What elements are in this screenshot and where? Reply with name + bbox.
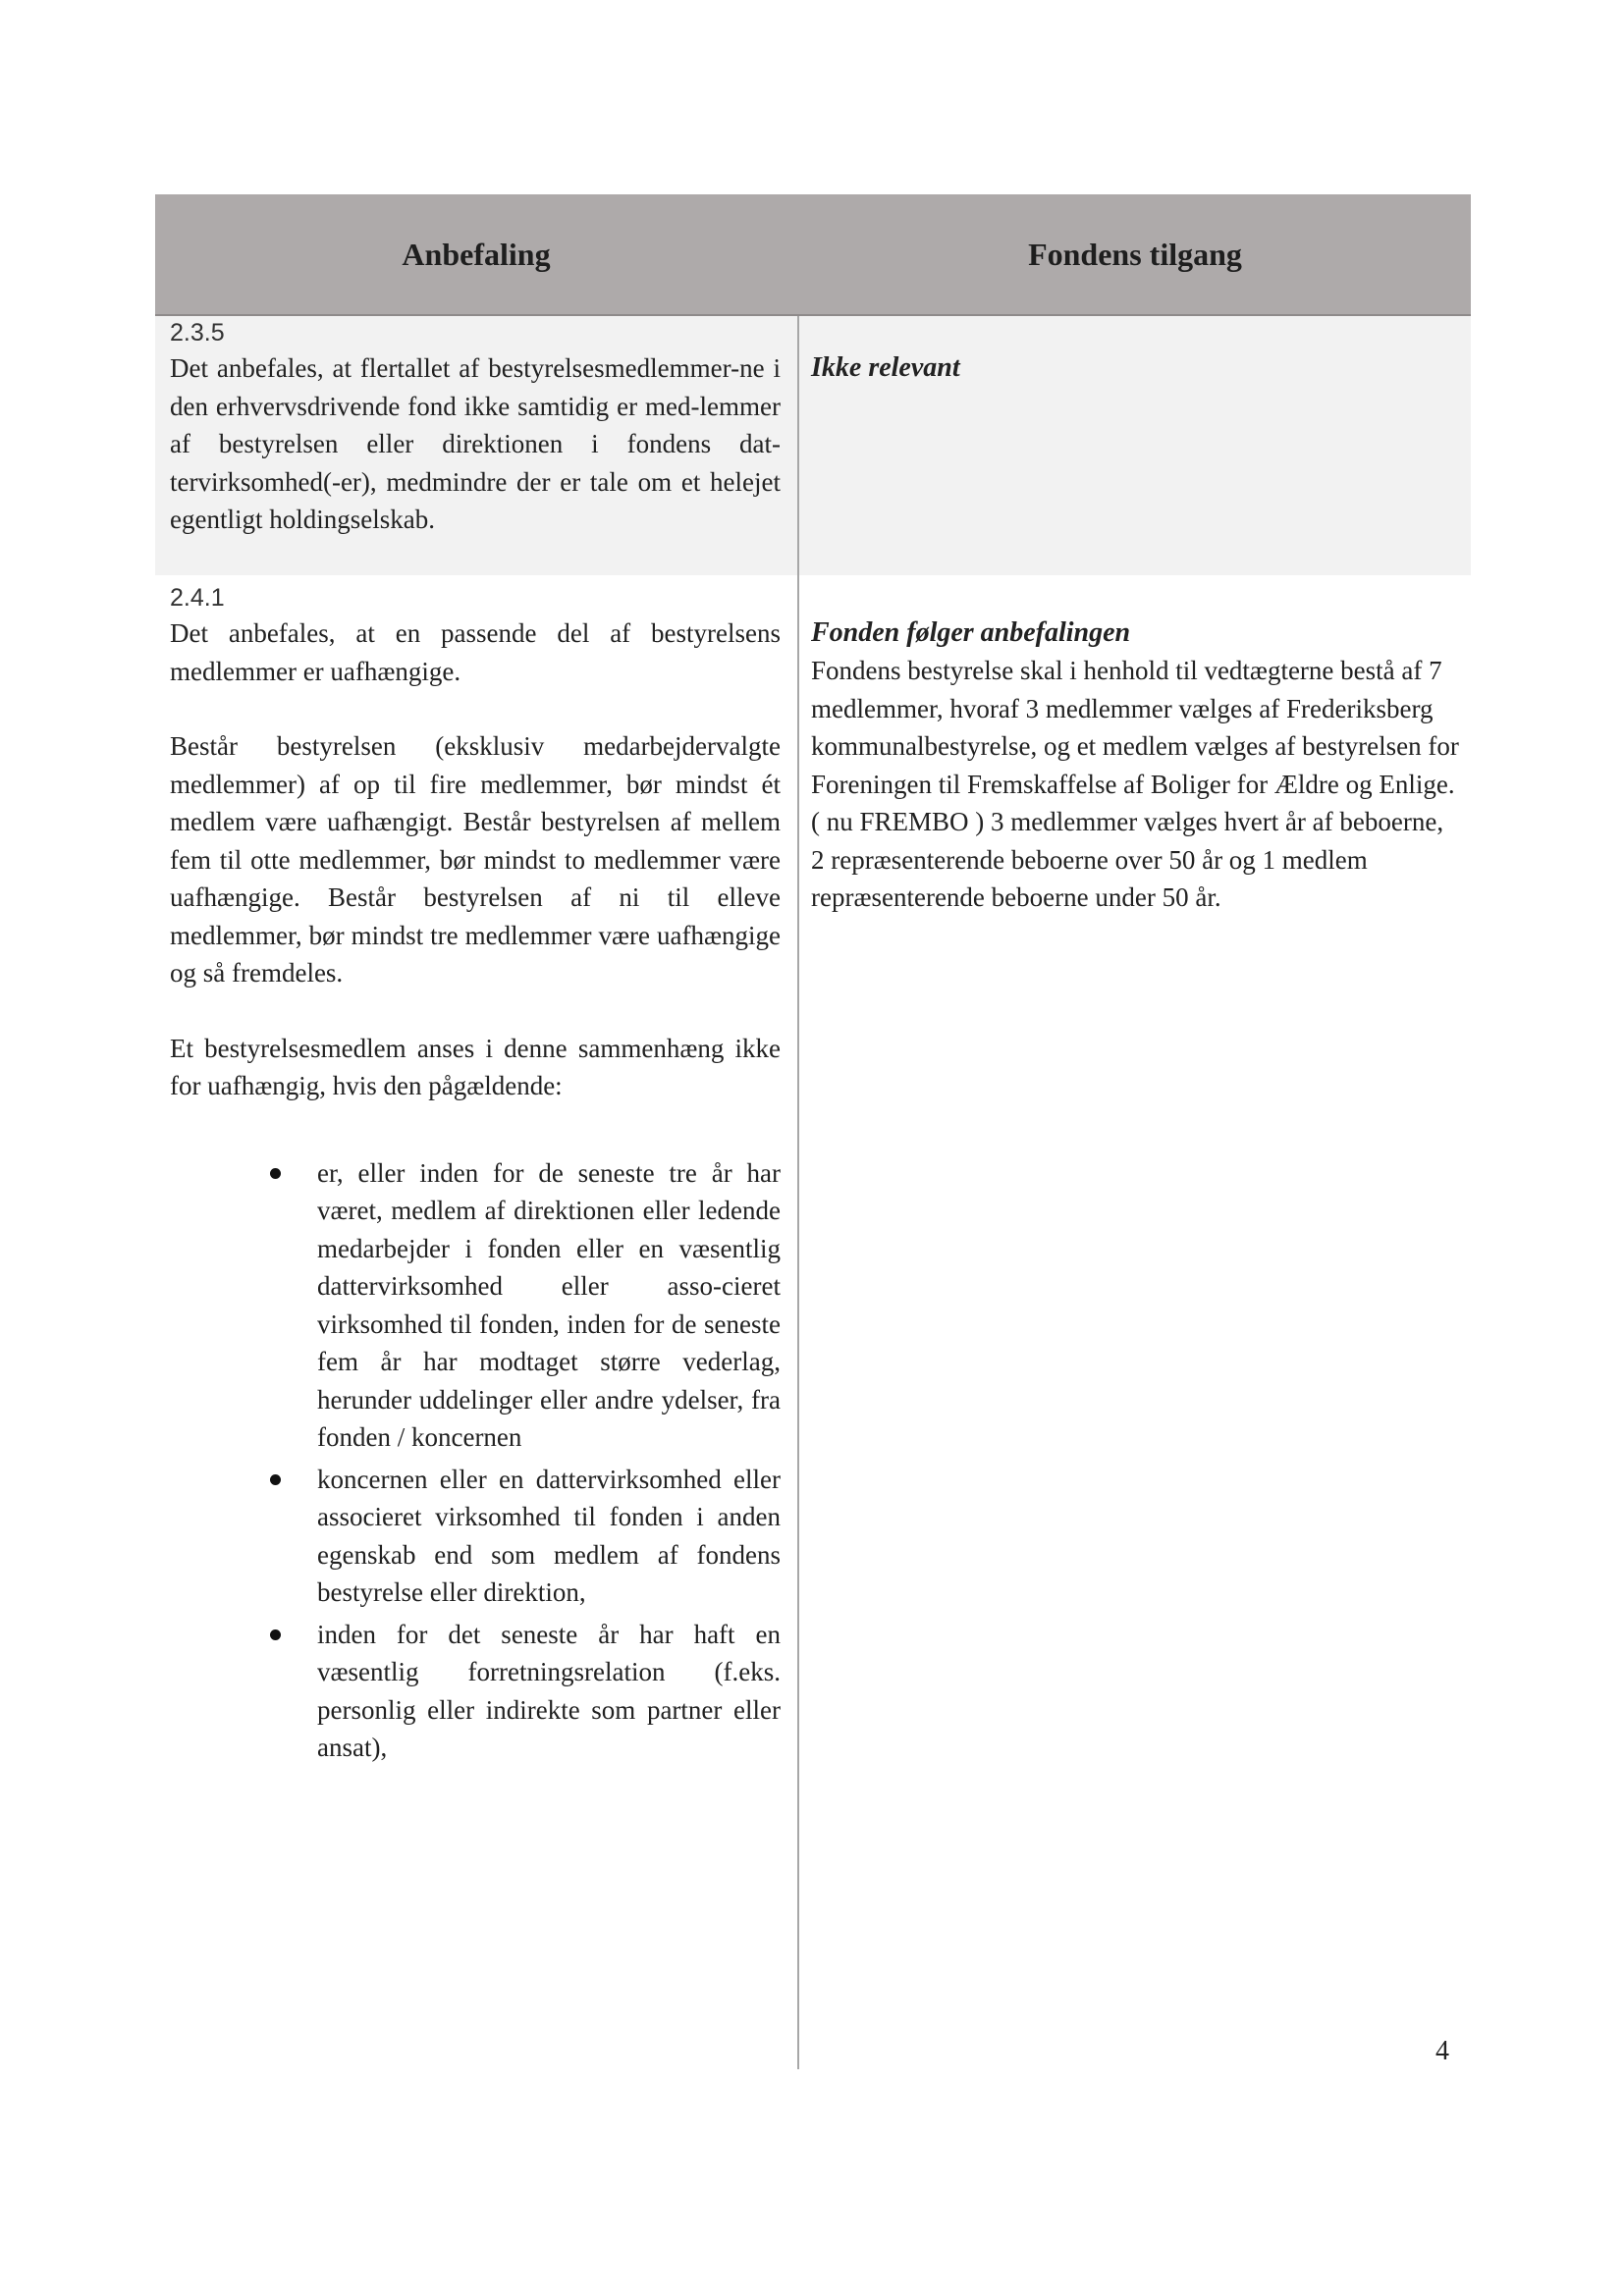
recommendation-text: Det anbefales, at flertallet af bestyrelsesmedlemmer-ne i den erhvervsdrivende fond ikke samtidig er med-lemmer af bestyrelsen eller direktionen i fondens dat-tervirksomhed(-er), medmindre der er tale om et helejet egentligt holdingselskab. [170, 353, 781, 534]
page-number: 4 [1435, 2036, 1449, 2066]
section-number: 2.3.5 [170, 319, 225, 347]
row-2-4-1-approach [811, 614, 1461, 917]
status-text: Ikke relevant [811, 352, 960, 383]
bullet-icon [270, 1629, 281, 1640]
status-text: Fonden følger anbefalingen [811, 617, 1131, 648]
recommendation-paragraph: Et bestyrelsesmedlem anses i denne sammenhæng ikke for uafhængig, hvis den pågældende: [170, 1033, 781, 1100]
list-item: inden for det seneste år har haft en væsentlig forretningsrelation (f.eks. personlig eller indirekte som partner eller ansat), [170, 1616, 781, 1767]
row-2-4-1-recommendation [170, 581, 781, 1767]
header-approach: Fondens tilgang [1028, 237, 1242, 272]
column-divider [797, 316, 799, 2069]
table-header [155, 194, 1471, 316]
list-item: er, eller inden for de seneste tre år har været, medlem af direktionen eller ledende medarbejder i fonden eller en væsentlig dattervirksomhed eller asso-cieret virksomhed til fonden, inden for de seneste fem år har modtaget større vederlag, herunder uddelinger eller andre ydelser, fra fonden / koncernen [170, 1154, 781, 1457]
bullet-icon [270, 1168, 281, 1179]
independence-criteria-list [170, 1154, 781, 1767]
bullet-icon [270, 1474, 281, 1485]
row-2-3-5-recommendation [170, 316, 781, 539]
approach-text: Fondens bestyrelse skal i henhold til vedtægterne bestå af 7 medlemmer, hvoraf 3 medlemmer vælges af Frederiksberg kommunalbestyrelse, og et medlem vælges af bestyrelsen for Foreningen til Fremskaffelse af Boliger for Ældre og Enlige. ( nu FREMBO ) 3 medlemmer vælges hvert år af beboerne, 2 repræsenterende beboerne over 50 år og 1 medlem repræsenterende beboerne under 50 år. [811, 656, 1459, 912]
row-2-3-5-approach [811, 349, 1461, 387]
recommendation-paragraph: Det anbefales, at en passende del af bestyrelsens medlemmer er uafhængige. [170, 618, 781, 686]
list-item: koncernen eller en dattervirksomhed eller associeret virksomhed til fonden i anden egenskab end som medlem af fondens bestyrelse eller direktion, [170, 1461, 781, 1612]
section-number: 2.4.1 [170, 584, 225, 612]
recommendation-paragraph: Består bestyrelsen (eksklusiv medarbejdervalgte medlemmer) af op til fire medlemmer, bør mindst ét medlem være uafhængigt. Består bestyrelsen af mellem fem til otte medlemmer, bør mindst to medlemmer være uafhængige. Består bestyrelsen af ni til elleve medlemmer, bør mindst tre medlemmer være uafhængige og så fremdeles. [170, 731, 781, 988]
header-recommendation: Anbefaling [402, 237, 551, 272]
